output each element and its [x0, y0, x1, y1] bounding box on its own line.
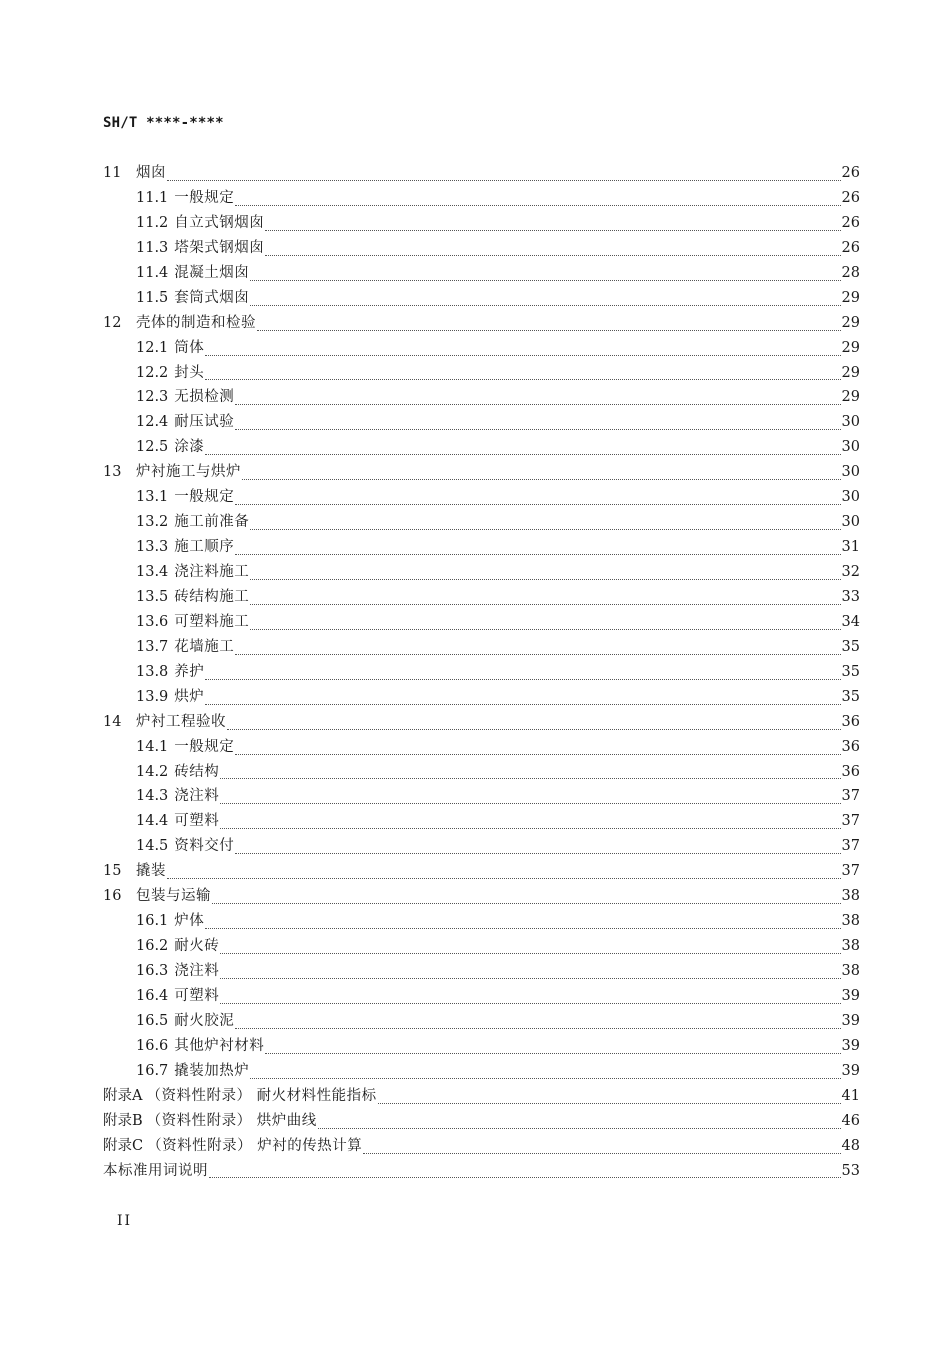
toc-dot-leader: [205, 354, 840, 356]
toc-entry-number: 13: [103, 464, 122, 481]
toc-entry[interactable]: [103, 211, 860, 236]
toc-dot-leader: [235, 1027, 840, 1029]
toc-entry-page: 39: [841, 1012, 860, 1029]
toc-entry[interactable]: [103, 485, 860, 510]
toc-entry-page: 35: [841, 638, 860, 655]
toc-entry-title: 耐火砖: [174, 938, 220, 955]
toc-entry-title: （资料性附录） 烘炉曲线: [146, 1112, 317, 1129]
toc-entry-title: 封头: [174, 364, 205, 381]
toc-entry-title: 资料交付: [174, 838, 235, 855]
toc-entry-page: 30: [841, 514, 860, 531]
toc-entry-title: 花墙施工: [174, 638, 235, 655]
toc-entry-number: 13.1: [136, 489, 169, 506]
toc-entry-title: 涂漆: [174, 439, 205, 456]
toc-entry-number: 12: [103, 314, 122, 331]
toc-dot-leader: [220, 1002, 840, 1004]
toc-entry-number: 11.2: [136, 214, 169, 231]
toc-entry[interactable]: [103, 884, 860, 909]
toc-entry-title: 耐火胶泥: [174, 1012, 235, 1029]
toc-entry-number: 13.8: [136, 663, 169, 680]
toc-entry[interactable]: [103, 261, 860, 286]
toc-entry-page: 36: [841, 763, 860, 780]
toc-dot-leader: [235, 503, 840, 505]
toc-entry-page: 29: [841, 289, 860, 306]
toc-entry-number: 12.3: [136, 389, 169, 406]
toc-entry-number: 14: [103, 713, 122, 730]
toc-entry-title: 其他炉衬材料: [174, 1037, 265, 1054]
toc-dot-leader: [250, 1077, 840, 1079]
toc-entry-page: 38: [841, 963, 860, 979]
toc-entry-page: 30: [841, 439, 860, 456]
toc-dot-leader: [235, 428, 840, 430]
toc-entry[interactable]: [103, 710, 860, 735]
toc-entry[interactable]: [103, 161, 860, 186]
toc-entry-title: 一般规定: [174, 489, 235, 506]
toc-entry-page: 39: [841, 1062, 860, 1079]
document-code: SH/T ****-****: [103, 115, 224, 131]
toc-entry-number: 附录B: [103, 1112, 143, 1129]
toc-entry[interactable]: [103, 385, 860, 410]
toc-entry[interactable]: [103, 560, 860, 585]
toc-entry-number: 13.6: [136, 613, 169, 630]
toc-entry-number: 15: [103, 863, 122, 880]
toc-entry-page: 29: [841, 389, 860, 406]
toc-entry-title: 浇注料: [174, 963, 220, 979]
toc-entry[interactable]: [103, 311, 860, 336]
toc-entry-page: 28: [841, 264, 860, 281]
toc-dot-leader: [363, 1152, 840, 1154]
toc-entry-page: 29: [841, 364, 860, 381]
toc-entry-title: 浇注料: [174, 788, 220, 805]
toc-entry-number: 14.1: [136, 738, 169, 755]
toc-entry-page: 36: [841, 713, 860, 730]
toc-entry[interactable]: [103, 834, 860, 859]
toc-entry-title: 壳体的制造和检验: [136, 314, 256, 331]
toc-entry-page: 37: [841, 788, 860, 805]
toc-entry-title: 砖结构: [174, 763, 220, 780]
toc-entry-number: 附录C: [103, 1137, 144, 1154]
toc-entry-title: 养护: [174, 663, 205, 680]
toc-entry[interactable]: [103, 1134, 860, 1159]
toc-entry[interactable]: [103, 660, 860, 685]
toc-dot-leader: [235, 403, 840, 405]
toc-entry-title: 烟囱: [136, 165, 166, 181]
toc-entry-title: 套筒式烟囱: [174, 289, 250, 306]
toc-dot-leader: [235, 753, 840, 755]
toc-entry-number: 14.3: [136, 788, 169, 805]
toc-dot-leader: [250, 279, 840, 281]
toc-entry[interactable]: [103, 909, 860, 934]
toc-entry-title: 浇注料施工: [174, 564, 250, 580]
toc-entry-page: 35: [841, 688, 860, 705]
toc-entry-page: 35: [841, 663, 860, 680]
toc-entry-number: 13.9: [136, 688, 169, 705]
toc-entry-page: 26: [841, 165, 860, 181]
toc-dot-leader: [220, 777, 840, 779]
toc-entry-page: 41: [841, 1087, 860, 1104]
toc-entry-number: 16.5: [136, 1012, 169, 1029]
toc-entry-title: 本标准用词说明: [103, 1162, 208, 1179]
toc-entry-number: 12.4: [136, 414, 169, 431]
toc-entry-page: 34: [841, 613, 860, 630]
toc-entry-number: 16.1: [136, 913, 169, 930]
toc-entry[interactable]: [103, 984, 860, 1009]
toc-entry-title: 炉衬工程验收: [136, 713, 226, 730]
toc-entry-title: 砖结构施工: [174, 588, 250, 605]
toc-entry-title: 炉衬施工与烘炉: [136, 464, 241, 481]
toc-entry-number: 13.4: [136, 564, 169, 580]
toc-entry-title: 炉体: [174, 913, 205, 930]
toc-entry-page: 36: [841, 738, 860, 755]
toc-entry-number: 16.7: [136, 1062, 169, 1079]
toc-entry-page: 37: [841, 863, 860, 880]
toc-entry-page: 37: [841, 813, 860, 830]
toc-entry-number: 16.6: [136, 1037, 169, 1054]
toc-entry-title: 可塑料: [174, 813, 220, 830]
toc-entry[interactable]: [103, 585, 860, 610]
toc-entry-page: 30: [841, 489, 860, 506]
toc-entry-title: （资料性附录） 炉衬的传热计算: [147, 1137, 363, 1154]
toc-dot-leader: [205, 453, 840, 455]
toc-dot-leader: [205, 678, 840, 680]
toc-dot-leader: [318, 1127, 841, 1129]
toc-entry[interactable]: [103, 410, 860, 435]
toc-entry[interactable]: [103, 959, 860, 984]
toc-dot-leader: [212, 902, 841, 904]
toc-entry-page: 39: [841, 987, 860, 1004]
toc-entry-number: 16.3: [136, 963, 169, 979]
toc-entry-number: 12.1: [136, 339, 169, 356]
toc-entry[interactable]: [103, 809, 860, 834]
toc-entry[interactable]: [103, 286, 860, 311]
toc-entry-number: 附录A: [103, 1087, 143, 1104]
toc-dot-leader: [205, 927, 840, 929]
toc-entry-page: 32: [841, 564, 860, 580]
toc-dot-leader: [242, 478, 841, 480]
toc-entry-number: 14.5: [136, 838, 169, 855]
toc-entry-number: 13.7: [136, 638, 169, 655]
toc-entry[interactable]: [103, 186, 860, 211]
toc-entry[interactable]: [103, 510, 860, 535]
toc-entry-title: 包装与运输: [136, 888, 211, 905]
toc-entry-title: 一般规定: [174, 738, 235, 755]
toc-entry-number: 16: [103, 888, 122, 905]
toc-dot-leader: [227, 728, 841, 730]
toc-entry-page: 37: [841, 838, 860, 855]
toc-dot-leader: [250, 578, 840, 580]
toc-dot-leader: [250, 628, 840, 630]
toc-dot-leader: [220, 802, 840, 804]
toc-entry-number: 14.2: [136, 763, 169, 780]
toc-entry[interactable]: [103, 460, 860, 485]
toc-entry-page: 29: [841, 314, 860, 331]
toc-entry-page: 26: [841, 239, 860, 256]
toc-dot-leader: [220, 952, 840, 954]
toc-entry-title: 施工顺序: [174, 539, 235, 556]
toc-dot-leader: [235, 204, 840, 206]
toc-entry-title: 可塑料施工: [174, 613, 250, 630]
toc-entry-page: 38: [841, 938, 860, 955]
toc-entry[interactable]: [103, 1159, 860, 1184]
toc-entry[interactable]: [103, 336, 860, 361]
toc-entry[interactable]: [103, 535, 860, 560]
toc-entry-number: 12.5: [136, 439, 169, 456]
toc-entry[interactable]: [103, 1034, 860, 1059]
toc-entry-title: 撬装加热炉: [174, 1062, 250, 1079]
toc-entry[interactable]: [103, 1009, 860, 1034]
toc-dot-leader: [205, 703, 840, 705]
toc-entry-page: 30: [841, 464, 860, 481]
toc-entry-number: 13.2: [136, 514, 169, 531]
toc-dot-leader: [250, 603, 840, 605]
toc-entry[interactable]: [103, 1109, 860, 1134]
toc-entry-number: 11.3: [136, 239, 169, 256]
page-number: II: [117, 1213, 133, 1229]
toc-entry[interactable]: [103, 236, 860, 261]
toc-dot-leader: [265, 229, 840, 231]
toc-dot-leader: [257, 329, 841, 331]
toc-entry-number: 11.4: [136, 264, 169, 281]
toc-dot-leader: [220, 977, 840, 979]
toc-dot-leader: [220, 827, 840, 829]
toc-dot-leader: [209, 1176, 841, 1178]
toc-entry-number: 11.5: [136, 289, 169, 306]
toc-entry-page: 48: [841, 1137, 860, 1154]
toc-entry-page: 26: [841, 189, 860, 206]
toc-dot-leader: [167, 877, 841, 879]
toc-dot-leader: [250, 528, 840, 530]
toc-entry-page: 46: [841, 1112, 860, 1129]
toc-entry-number: 16.4: [136, 987, 169, 1004]
toc-entry-page: 31: [841, 539, 860, 556]
toc-entry-title: 一般规定: [174, 189, 235, 206]
toc-entry-number: 13.5: [136, 588, 169, 605]
toc-entry-number: 13.3: [136, 539, 169, 556]
toc-entry[interactable]: [103, 760, 860, 785]
toc-entry-title: 筒体: [174, 339, 205, 356]
toc-entry-title: 撬装: [136, 863, 166, 880]
toc-entry-page: 33: [841, 588, 860, 605]
toc-entry-page: 39: [841, 1037, 860, 1054]
toc-entry-title: 可塑料: [174, 987, 220, 1004]
toc-dot-leader: [265, 1052, 840, 1054]
toc-entry[interactable]: [103, 1059, 860, 1084]
toc-dot-leader: [167, 179, 841, 181]
toc-entry-title: 耐压试验: [174, 414, 235, 431]
toc-dot-leader: [235, 553, 840, 555]
toc-dot-leader: [265, 254, 840, 256]
toc-entry[interactable]: [103, 610, 860, 635]
toc-dot-leader: [378, 1102, 841, 1104]
toc-entry-page: 29: [841, 339, 860, 356]
toc-entry-number: 14.4: [136, 813, 169, 830]
toc-entry-page: 38: [841, 913, 860, 930]
toc-entry-title: （资料性附录） 耐火材料性能指标: [146, 1087, 377, 1104]
toc-entry-page: 38: [841, 888, 860, 905]
toc-entry-number: 11: [103, 165, 122, 181]
toc-entry-title: 烘炉: [174, 688, 205, 705]
toc-entry[interactable]: [103, 435, 860, 460]
toc-entry[interactable]: [103, 1084, 860, 1109]
toc-entry[interactable]: [103, 784, 860, 809]
toc-entry-page: 53: [841, 1162, 860, 1179]
toc-dot-leader: [205, 378, 840, 380]
toc-entry-title: 自立式钢烟囱: [174, 214, 265, 231]
toc-entry-title: 施工前准备: [174, 514, 250, 531]
toc-entry-title: 混凝土烟囱: [174, 264, 250, 281]
toc-dot-leader: [250, 304, 840, 306]
toc-dot-leader: [235, 852, 840, 854]
toc-entry[interactable]: [103, 934, 860, 959]
toc-dot-leader: [235, 653, 840, 655]
toc-entry-number: 12.2: [136, 364, 169, 381]
toc-entry-number: 16.2: [136, 938, 169, 955]
toc-entry-page: 26: [841, 214, 860, 231]
table-of-contents: [103, 161, 860, 1183]
toc-entry-page: 30: [841, 414, 860, 431]
toc-entry[interactable]: [103, 361, 860, 386]
toc-entry[interactable]: [103, 685, 860, 710]
toc-entry-title: 无损检测: [174, 389, 235, 406]
toc-entry[interactable]: [103, 735, 860, 760]
toc-entry-number: 11.1: [136, 189, 169, 206]
toc-entry[interactable]: [103, 859, 860, 884]
toc-entry-title: 塔架式钢烟囱: [174, 239, 265, 256]
toc-entry[interactable]: [103, 635, 860, 660]
